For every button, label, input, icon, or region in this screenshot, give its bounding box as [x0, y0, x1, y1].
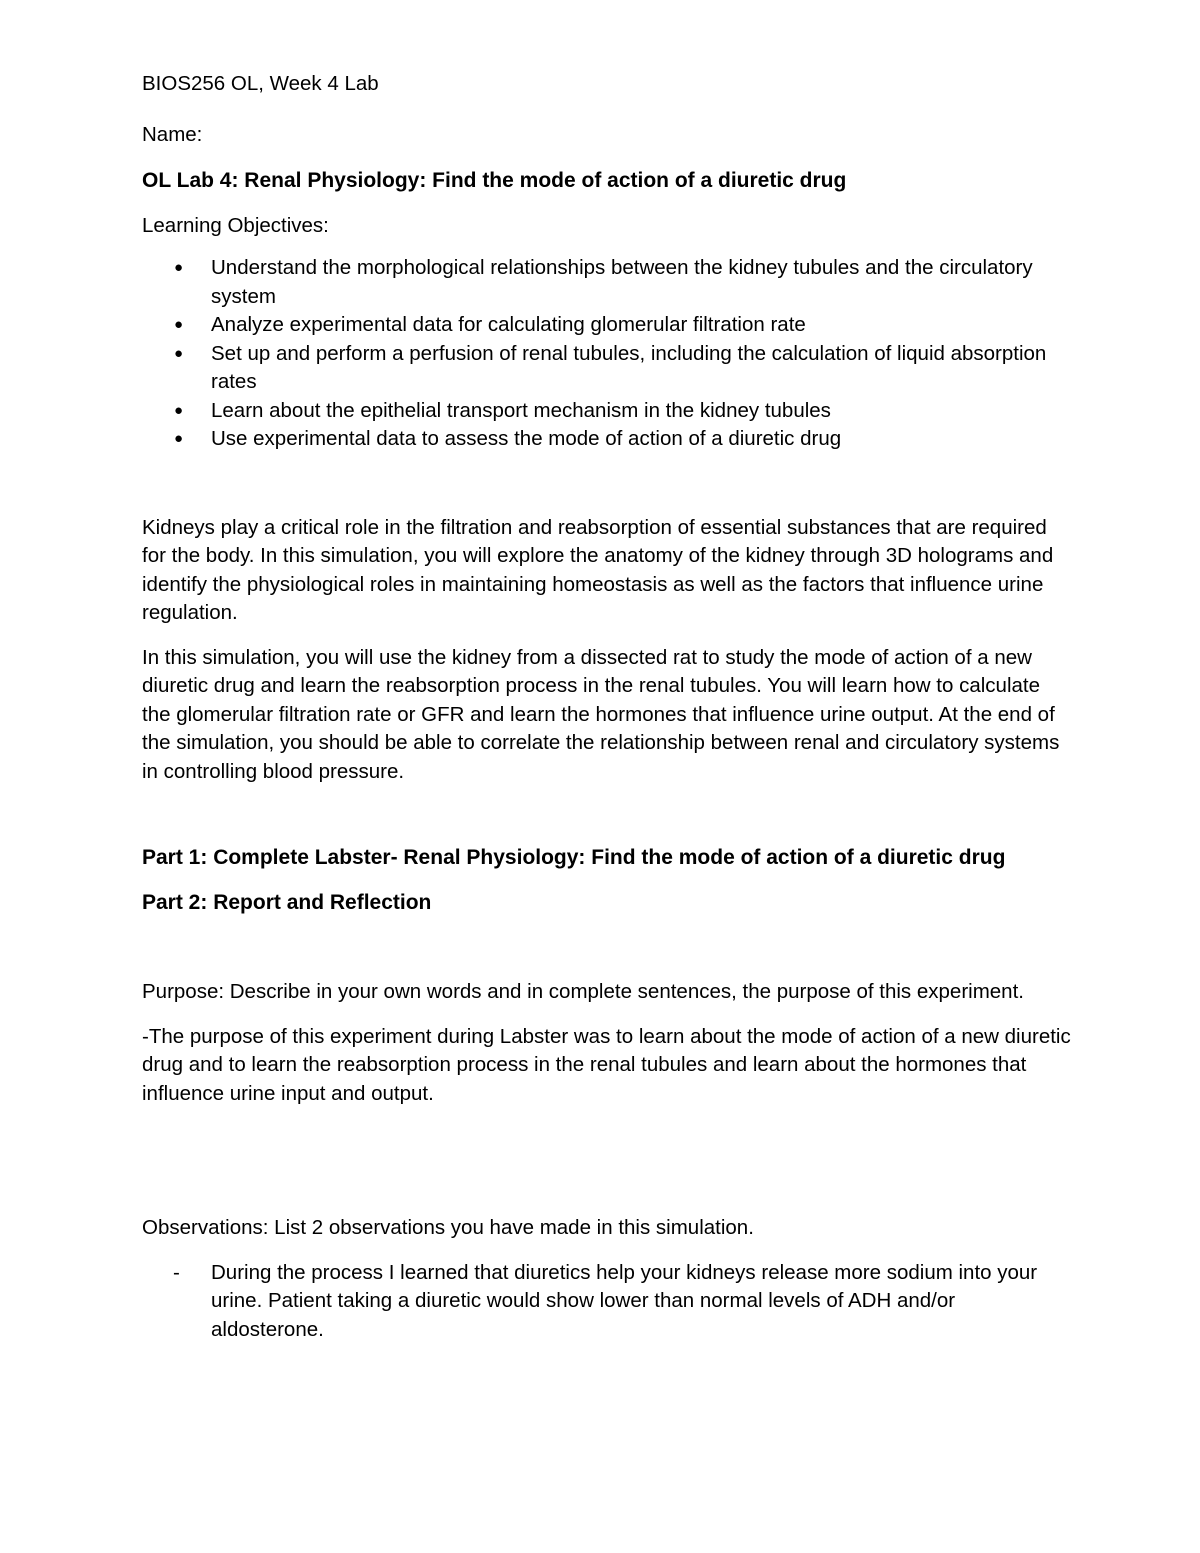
intro-paragraph-1: Kidneys play a critical role in the filtration and reabsorption of essential substances that are required for the body. In this simulation, you will explore the anatomy of the kidney through 3D holograms and identify the physiological roles in maintaining homeostasis as well as the factors that influence urine regulation. — [142, 515, 1054, 624]
list-item: ● Analyze experimental data for calculating glomerular filtration rate — [142, 311, 1072, 340]
list-item: ● Set up and perform a perfusion of renal tubules, including the calculation of liquid absorption rates — [174, 341, 1047, 393]
document-title: OL Lab 4: Renal Physiology: Find the mode of action of a diuretic drug — [142, 169, 847, 192]
list-item: - During the process I learned that diuretics help your kidneys release more sodium into your urine. Patient taking a diuretic would show lower than normal levels of ADH and/or aldosterone. — [173, 1260, 1038, 1341]
purpose-prompt: Purpose: Describe in your own words and in complete sentences, the purpose of this experiment. — [142, 980, 1024, 1003]
course-header: BIOS256 OL, Week 4 Lab — [142, 72, 379, 95]
list-item: ● Understand the morphological relationships between the kidney tubules and the circulatory system — [174, 256, 1033, 308]
objectives-heading: Learning Objectives: — [142, 213, 329, 237]
observations-list — [142, 1259, 1072, 1345]
part-1-heading: Part 1: Complete Labster- Renal Physiology: Find the mode of action of a diuretic drug — [142, 846, 1006, 869]
bullet-icon: ● — [174, 344, 184, 362]
bullet-icon: ● — [174, 316, 184, 333]
document-page — [142, 70, 1072, 1344]
dash-marker: - — [173, 1260, 180, 1284]
part-2-heading: Part 2: Report and Reflection — [142, 890, 432, 914]
list-item: ● Learn about the epithelial transport mechanism in the kidney tubules — [142, 397, 1072, 426]
bullet-icon: ● — [174, 259, 184, 276]
bullet-icon: ● — [174, 430, 184, 447]
list-item: ● Use experimental data to assess the mode of action of a diuretic drug — [142, 425, 1072, 454]
objectives-list — [142, 254, 1072, 454]
observations-prompt: Observations: List 2 observations you have made in this simulation. — [142, 1216, 754, 1239]
purpose-answer: -The purpose of this experiment during Labster was to learn about the mode of action of a new diuretic drug and to learn the reabsorption process in the renal tubules and learn about the hormones that influence urine input and output. — [142, 1024, 1071, 1105]
intro-paragraph-2: In this simulation, you will use the kidney from a dissected rat to study the mode of action of a new diuretic drug and learn the reabsorption process in the renal tubules. You will learn how to calculate the glomerular filtration rate or GFR and learn the hormones that influence urine output. At the end of the simulation, you should be able to correlate the relationship between renal and circulatory systems in controlling blood pressure. — [142, 645, 1060, 783]
bullet-icon: ● — [174, 401, 184, 419]
name-label: Name: — [142, 122, 203, 146]
